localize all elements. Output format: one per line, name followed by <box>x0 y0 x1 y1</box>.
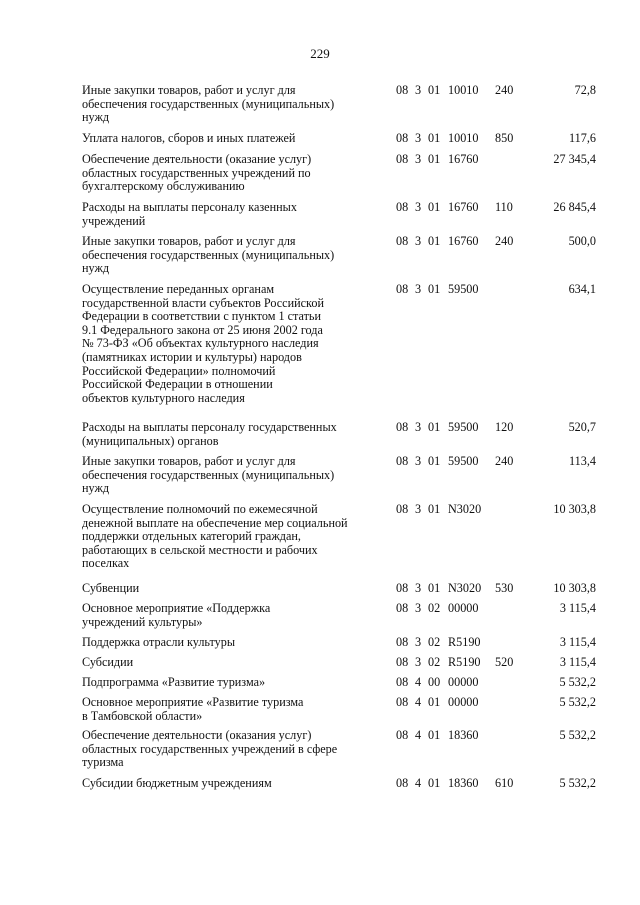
program-code: 3 <box>415 420 422 434</box>
item-code: 10010 <box>448 83 479 97</box>
program-code: 3 <box>415 502 422 516</box>
program-code: 4 <box>415 675 422 689</box>
program-code: 3 <box>415 200 422 214</box>
subprogram-code: 01 <box>428 502 441 516</box>
section-code: 08 <box>396 420 409 434</box>
subprogram-code: 00 <box>428 675 441 689</box>
expense-type-code: 520 <box>495 655 514 669</box>
subprogram-code: 01 <box>428 200 441 214</box>
subprogram-code: 01 <box>428 581 441 595</box>
row-description: Поддержка отрасли культуры <box>82 635 236 649</box>
row-description: Подпрограмма «Развитие туризма» <box>82 675 266 689</box>
item-code: 59500 <box>448 282 479 296</box>
row-description: Иные закупки товаров, работ и услуг для обеспечения государственных (муниципальных) нужд <box>82 234 335 276</box>
amount: 5 532,2 <box>559 728 596 742</box>
program-code: 3 <box>415 655 422 669</box>
amount: 634,1 <box>568 282 596 296</box>
program-code: 4 <box>415 728 422 742</box>
section-code: 08 <box>396 655 409 669</box>
expense-type-code: 240 <box>495 83 514 97</box>
item-code: 00000 <box>448 601 479 615</box>
item-code: N3020 <box>448 502 482 516</box>
expense-type-code: 850 <box>495 131 514 145</box>
subprogram-code: 02 <box>428 601 441 615</box>
section-code: 08 <box>396 635 409 649</box>
expense-type-code: 610 <box>495 776 514 790</box>
subprogram-code: 01 <box>428 83 441 97</box>
amount: 5 532,2 <box>559 776 596 790</box>
row-description: Обеспечение деятельности (оказание услуг) областных государственных учреждений по бухгалтерскому обслуживанию <box>82 152 312 194</box>
item-code: 59500 <box>448 454 479 468</box>
section-code: 08 <box>396 581 409 595</box>
section-code: 08 <box>396 131 409 145</box>
program-code: 3 <box>415 282 422 296</box>
amount: 3 115,4 <box>559 601 596 615</box>
program-code: 3 <box>415 234 422 248</box>
subprogram-code: 01 <box>428 776 441 790</box>
row-description: Расходы на выплаты персоналу казенных учреждений <box>82 200 297 228</box>
program-code: 4 <box>415 695 422 709</box>
section-code: 08 <box>396 675 409 689</box>
subprogram-code: 01 <box>428 728 441 742</box>
amount: 117,6 <box>569 131 596 145</box>
section-code: 08 <box>396 152 409 166</box>
expense-type-code: 240 <box>495 234 514 248</box>
section-code: 08 <box>396 601 409 615</box>
amount: 3 115,4 <box>559 655 596 669</box>
program-code: 4 <box>415 776 422 790</box>
amount: 10 303,8 <box>553 502 596 516</box>
item-code: R5190 <box>448 635 481 649</box>
subprogram-code: 01 <box>428 152 441 166</box>
item-code: 10010 <box>448 131 479 145</box>
section-code: 08 <box>396 454 409 468</box>
item-code: 00000 <box>448 695 479 709</box>
row-description: Обеспечение деятельности (оказания услуг) областных государственных учреждений в сфере туризма <box>82 728 338 770</box>
item-code: 16760 <box>448 152 479 166</box>
item-code: 00000 <box>448 675 479 689</box>
row-description: Уплата налогов, сборов и иных платежей <box>82 131 296 145</box>
section-code: 08 <box>396 200 409 214</box>
subprogram-code: 02 <box>428 635 441 649</box>
amount: 500,0 <box>568 234 596 248</box>
item-code: N3020 <box>448 581 482 595</box>
subprogram-code: 01 <box>428 282 441 296</box>
subprogram-code: 01 <box>428 234 441 248</box>
section-code: 08 <box>396 695 409 709</box>
amount: 520,7 <box>568 420 596 434</box>
amount: 26 845,4 <box>553 200 596 214</box>
row-description: Осуществление полномочий по ежемесячной денежной выплате на обеспечение мер социальной поддержки отдельных категорий граждан, работающих в сельской местности и рабочих поселках <box>82 502 348 571</box>
row-description: Иные закупки товаров, работ и услуг для обеспечения государственных (муниципальных) нужд <box>82 83 335 125</box>
program-code: 3 <box>415 454 422 468</box>
item-code: 18360 <box>448 728 479 742</box>
item-code: 59500 <box>448 420 479 434</box>
program-code: 3 <box>415 83 422 97</box>
amount: 27 345,4 <box>553 152 596 166</box>
row-description: Основное мероприятие «Развитие туризма в Тамбовской области» <box>82 695 304 723</box>
subprogram-code: 01 <box>428 131 441 145</box>
row-description: Субвенции <box>82 581 140 595</box>
expense-type-code: 530 <box>495 581 514 595</box>
row-description: Основное мероприятие «Поддержка учреждений культуры» <box>82 601 271 629</box>
amount: 3 115,4 <box>559 635 596 649</box>
item-code: 16760 <box>448 200 479 214</box>
row-description: Осуществление переданных органам государственной власти субъектов Российской Федерации в соответствии с пунктом 1 статьи 9.1 Федерального закона от 25 июня 2002 года № 73-ФЗ «Об объектах культурного наследия (памятниках истории и культуры) народов Российской Федерации» полномочий Российской Федерации в отношении объектов культурного наследия <box>82 282 324 405</box>
expense-type-code: 110 <box>495 200 513 214</box>
subprogram-code: 02 <box>428 655 441 669</box>
program-code: 3 <box>415 635 422 649</box>
expense-type-code: 240 <box>495 454 514 468</box>
section-code: 08 <box>396 83 409 97</box>
item-code: 18360 <box>448 776 479 790</box>
amount: 5 532,2 <box>559 695 596 709</box>
program-code: 3 <box>415 152 422 166</box>
section-code: 08 <box>396 728 409 742</box>
amount: 72,8 <box>574 83 596 97</box>
subprogram-code: 01 <box>428 454 441 468</box>
amount: 113,4 <box>569 454 596 468</box>
expense-type-code: 120 <box>495 420 514 434</box>
row-description: Расходы на выплаты персоналу государственных (муниципальных) органов <box>82 420 337 448</box>
section-code: 08 <box>396 776 409 790</box>
program-code: 3 <box>415 601 422 615</box>
program-code: 3 <box>415 131 422 145</box>
section-code: 08 <box>396 502 409 516</box>
row-description: Субсидии бюджетным учреждениям <box>82 776 272 790</box>
row-description: Субсидии <box>82 655 134 669</box>
subprogram-code: 01 <box>428 695 441 709</box>
amount: 10 303,8 <box>553 581 596 595</box>
item-code: 16760 <box>448 234 479 248</box>
item-code: R5190 <box>448 655 481 669</box>
section-code: 08 <box>396 282 409 296</box>
amount: 5 532,2 <box>559 675 596 689</box>
program-code: 3 <box>415 581 422 595</box>
page-number: 229 <box>310 46 330 61</box>
section-code: 08 <box>396 234 409 248</box>
row-description: Иные закупки товаров, работ и услуг для обеспечения государственных (муниципальных) нужд <box>82 454 335 496</box>
subprogram-code: 01 <box>428 420 441 434</box>
